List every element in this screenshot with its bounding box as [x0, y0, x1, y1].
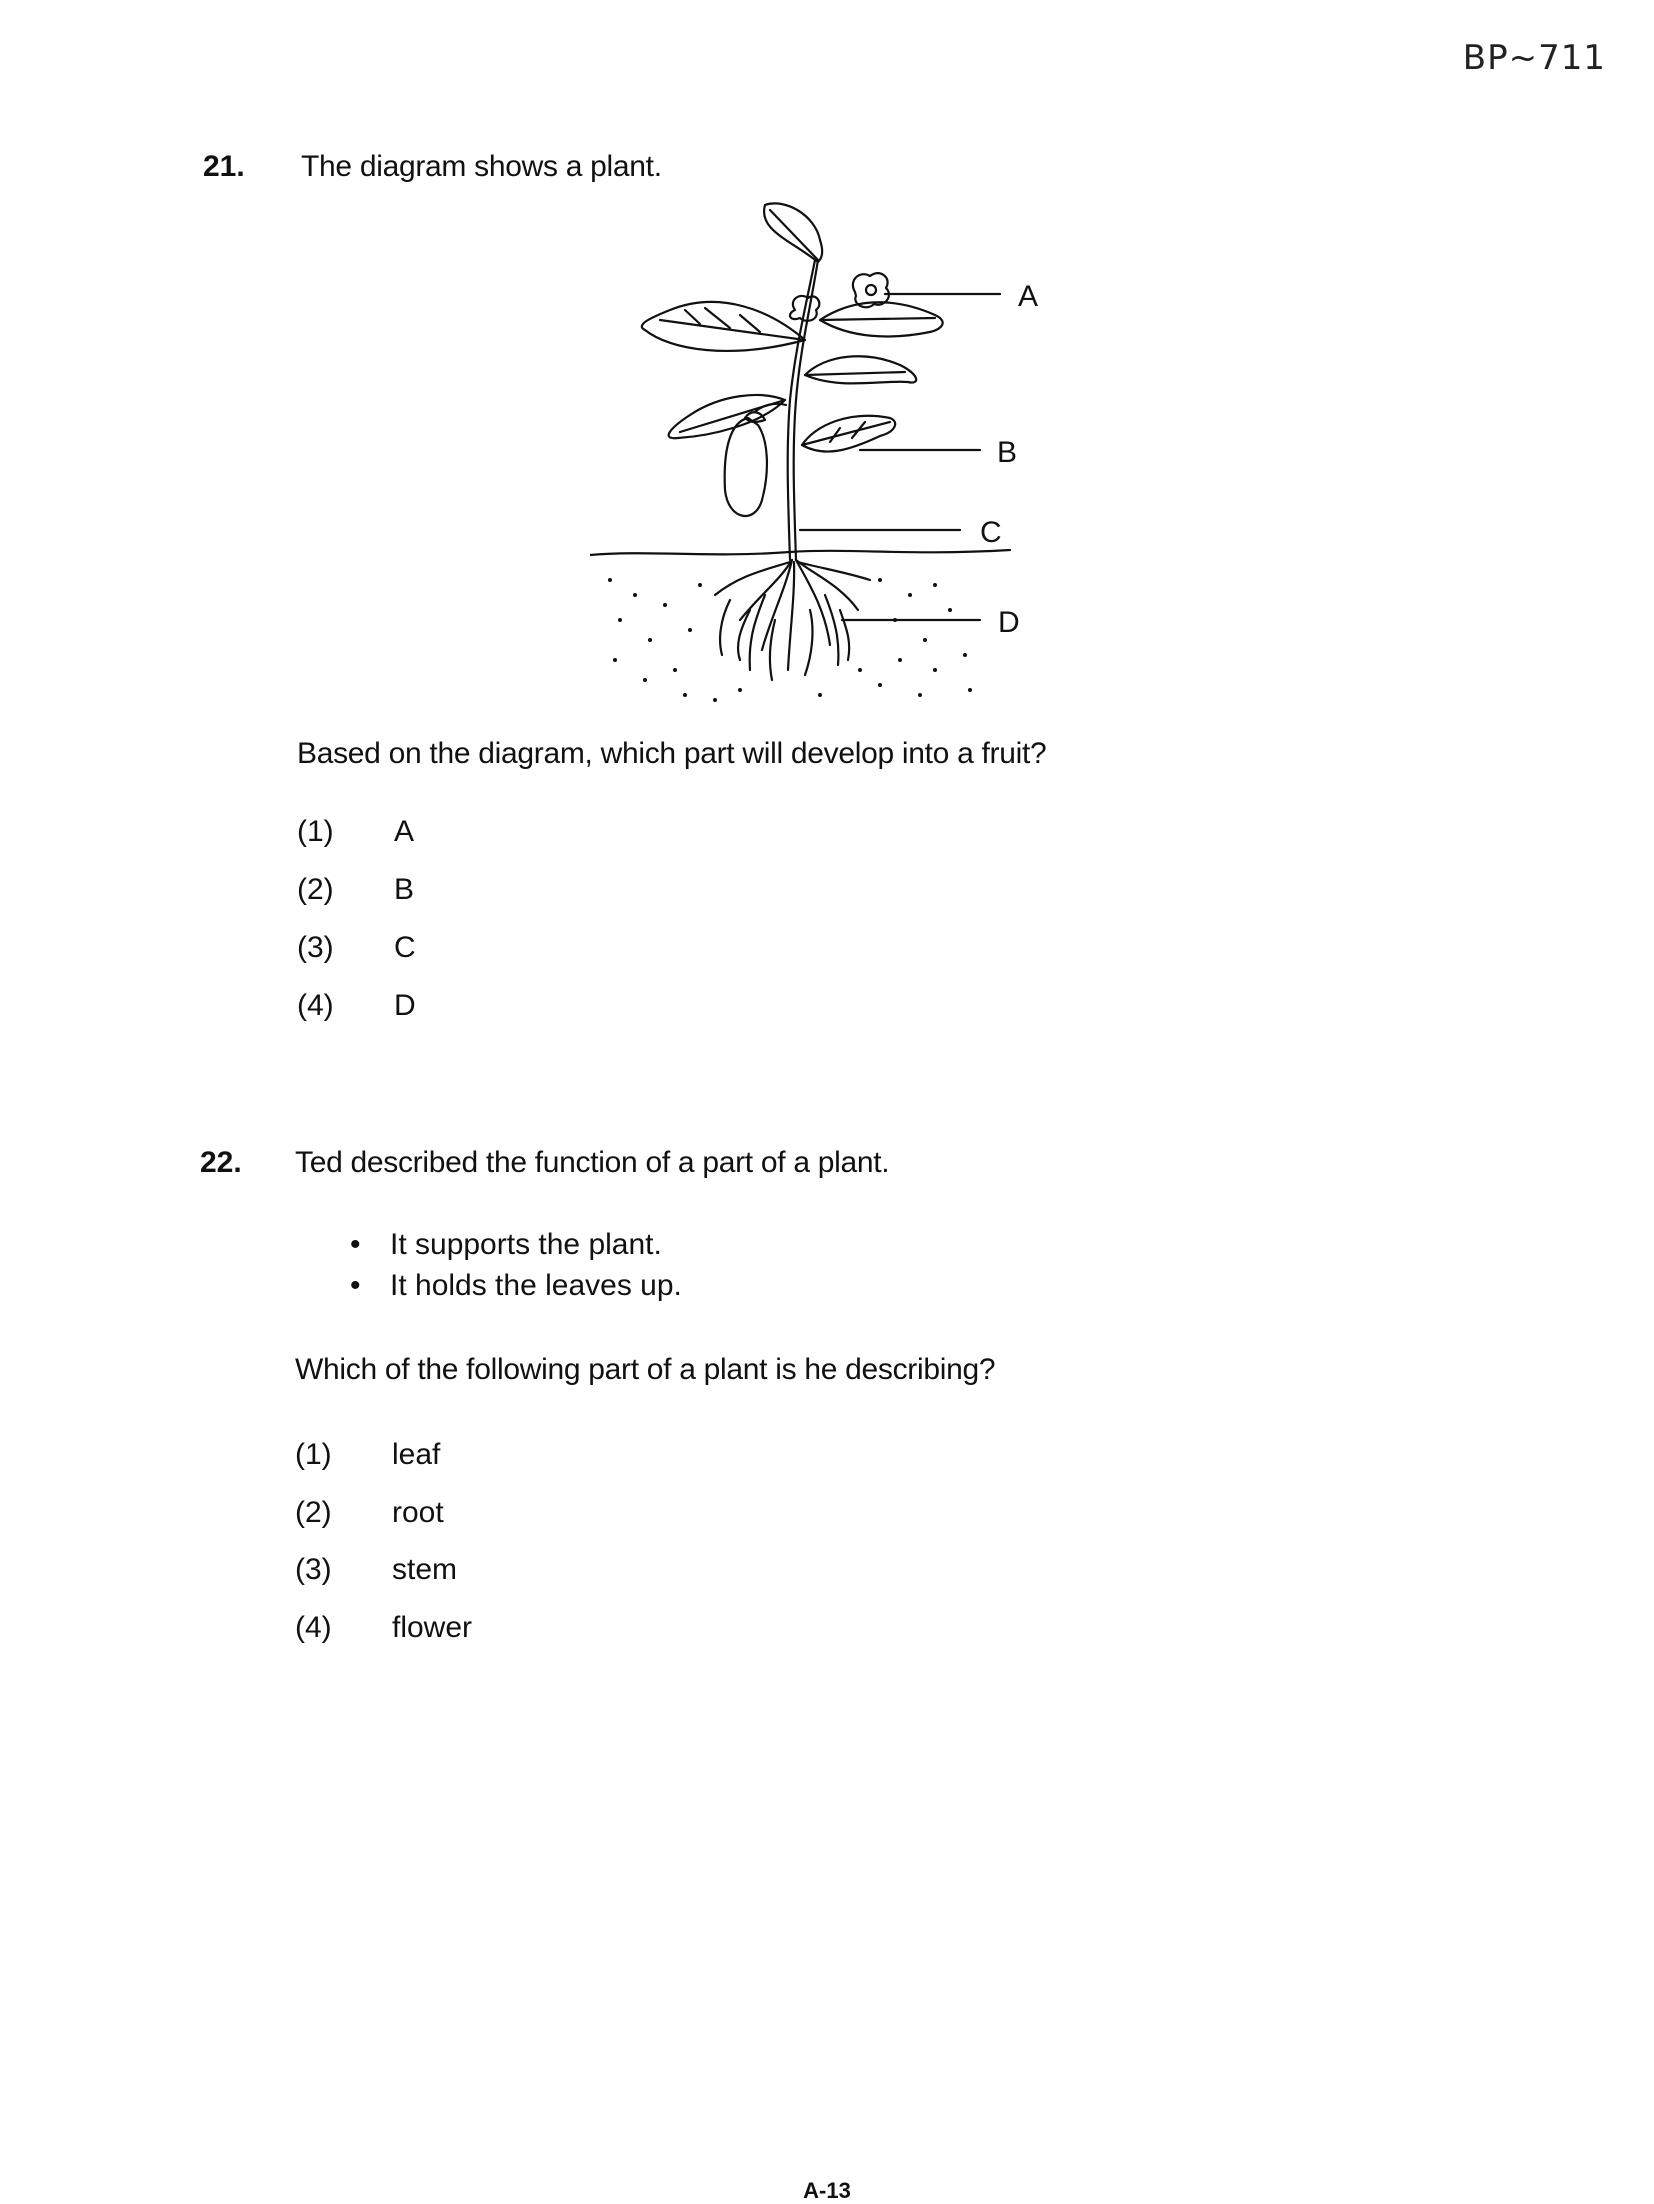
q22-prompt: Which of the following part of a plant is he describing?: [295, 1353, 996, 1386]
option-number: (4): [297, 989, 334, 1022]
q21-option-3: [297, 931, 416, 965]
option-text: C: [394, 931, 416, 964]
option-number: (1): [295, 1438, 332, 1471]
page-footer: A-13: [803, 2178, 851, 2203]
fruit: [725, 418, 767, 516]
label-a: A: [1018, 280, 1039, 313]
bullet-icon: •: [350, 1228, 361, 1261]
q22-option-4: [295, 1611, 472, 1645]
q21-option-2: [297, 873, 414, 907]
label-b: B: [997, 436, 1018, 469]
q21-option-4: [297, 989, 416, 1023]
option-text: B: [394, 873, 415, 906]
q22-bullet-1: [350, 1228, 662, 1262]
option-text: stem: [392, 1553, 458, 1586]
page-code: BP~711: [1462, 38, 1606, 78]
q22-bullet-2: [350, 1269, 682, 1303]
q21-text: The diagram shows a plant.: [301, 150, 662, 183]
ground-line: [590, 550, 1010, 555]
option-number: (2): [295, 1496, 332, 1529]
option-text: flower: [392, 1611, 473, 1644]
bullet-text: It holds the leaves up.: [390, 1269, 682, 1302]
label-d: D: [998, 606, 1020, 639]
q22-text: Ted described the function of a part of a plant.: [295, 1146, 890, 1179]
bullet-text: It supports the plant.: [390, 1228, 662, 1261]
option-text: root: [392, 1496, 444, 1529]
right-leaf-mid: [805, 356, 916, 383]
plant-diagram: [590, 200, 1070, 710]
q22-number: 22.: [200, 1146, 242, 1179]
option-text: D: [394, 989, 416, 1022]
option-text: A: [394, 815, 415, 848]
option-text: leaf: [392, 1438, 441, 1471]
option-number: (1): [297, 815, 334, 848]
q21-option-1: [297, 815, 414, 849]
q21-prompt: Based on the diagram, which part will develop into a fruit?: [297, 737, 1047, 770]
option-number: (3): [297, 931, 334, 964]
q22-option-3: [295, 1553, 457, 1587]
q21-number: 21.: [203, 150, 245, 183]
bullet-icon: •: [350, 1269, 361, 1302]
option-number: (4): [295, 1611, 332, 1644]
option-number: (3): [295, 1553, 332, 1586]
option-number: (2): [297, 873, 334, 906]
left-leaf: [642, 302, 805, 351]
q22-option-1: [295, 1438, 440, 1472]
label-c: C: [980, 516, 1002, 549]
q22-option-2: [295, 1496, 444, 1530]
